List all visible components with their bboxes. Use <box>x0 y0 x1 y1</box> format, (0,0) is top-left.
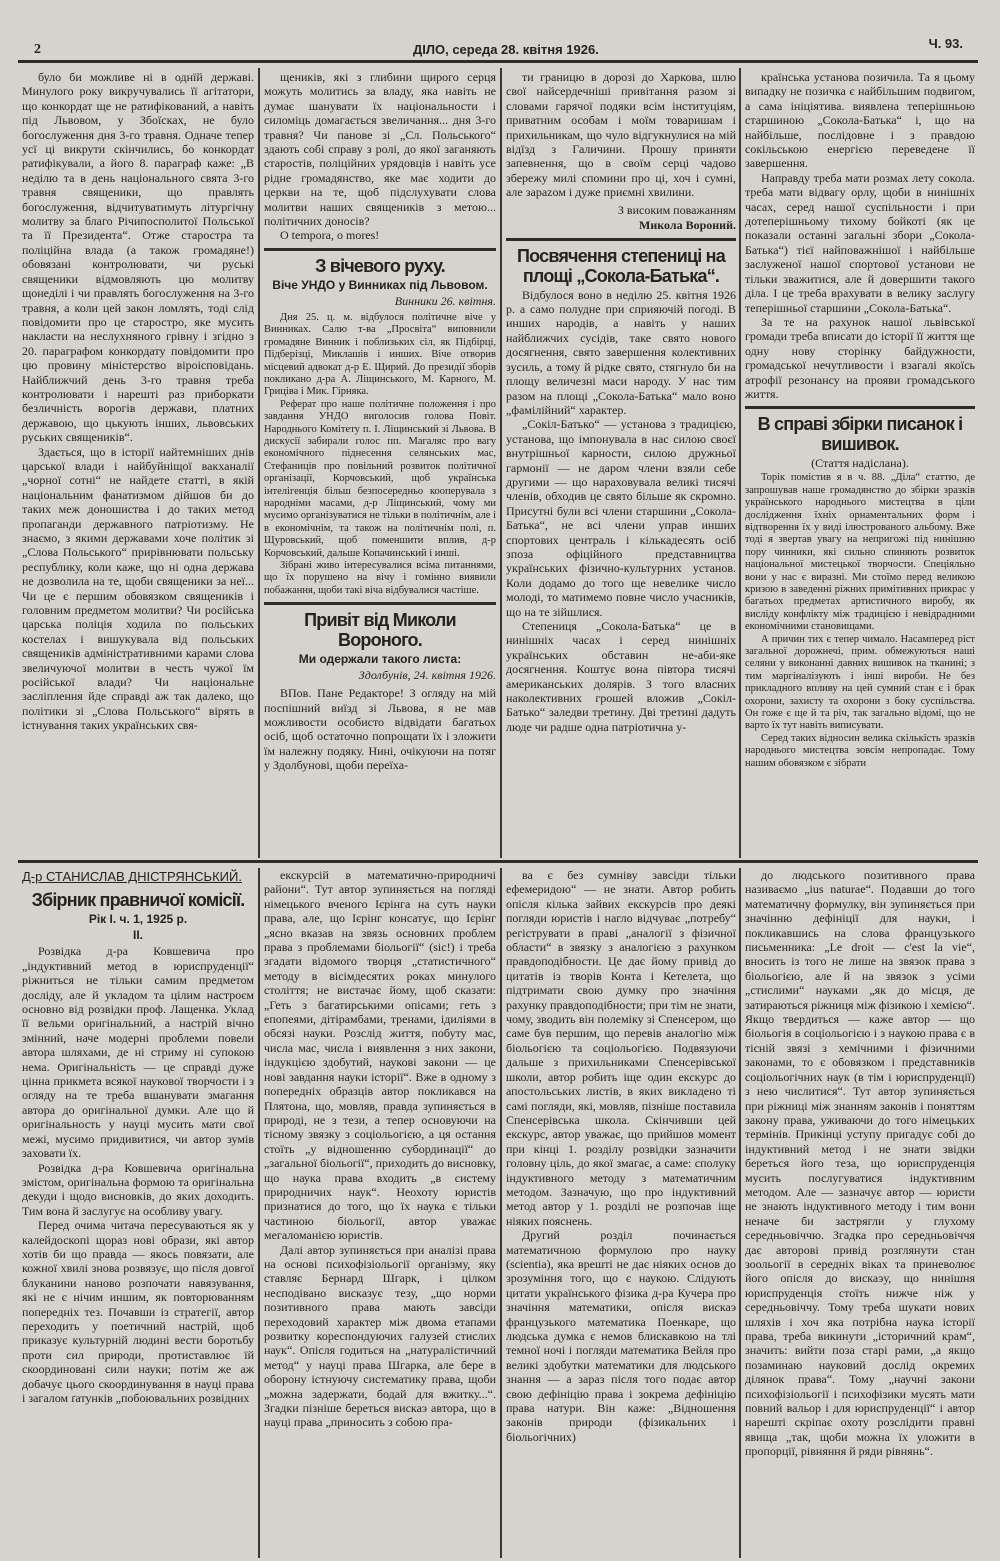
paragraph: було би можливе ні в однїй державі. Минулого року викручувались її агітатори, що конкордат ще не ратифікований, а навіть під Львовом, у Збоїсках, не було богослуження дня 3-го травня. Одначе тепер усї ці викрути скінчились, бо конкордат ратифікували, а його 8. параграф каже: „В неділю та в день національного свята 3-го травня священики, що правлять богослуження, відчитуватимуть літургічну молитву за благо Річипосполитої Польської та її Президента“. Отже старостра та поліційна влада (а також громадяне!) обовязані контролювати, чи руські священики відмовляють цю молитву щонеділі і чи правлять богослуження на 3-го травня, а коли цей закон ломлять, тоді слід повідомити про це старостро, яке мусить накласти на неслухняного грівну і згідно з 20. параграфом конкордату повідомити про цю провину міністерство віроісповідань. Найближчий день 3-го травня треба контролювати і нарешті раз приборкати безличність ворогів держави, платних державою, що цькують інших, львовських руських священиків“. <box>22 70 254 445</box>
dateline: Винники 26. квітня. <box>394 293 496 308</box>
page-header <box>18 36 978 60</box>
letter-signature: Микола Вороний. <box>639 217 736 232</box>
column-1-bottom <box>22 866 254 1556</box>
column-rule <box>258 68 260 858</box>
paragraph: Реферат про наше політичне положення і про завдання УНДО виголосив голова Повіт. Народнього Комітету п. І. Ліщинський зі Львова. В дискусії забирали голос пп. Магаляс про вагу економічного піднесення селянських мас, Стефаниців про повільний розвиток політичної організації, Корчовський, щоб українська інтелігенція більш безпосередньо кооперувала з народніми масами, д-р Ліщинський, чому ми мусимо організуватися не тільки в політичнім, але і в економічнім, та також на політичнім полі, п. Щуровський, щоб поменшити вплив, д-р Корчовський, дальше Копачинський і инші. <box>264 398 496 559</box>
page-number: 2 <box>34 42 41 57</box>
masthead: ДІЛО, середа 28. квітня 1926. <box>413 42 599 57</box>
article-body <box>745 472 975 770</box>
issue-number: Ч. 93. <box>928 36 963 51</box>
subheadline: Рік І. ч. 1, 1925 р. <box>88 912 188 927</box>
column-rule <box>500 68 502 858</box>
headline-pryvit: Привіт від Миколи Вороного. <box>304 610 456 651</box>
subheadline: Ми одержали такого листа: <box>298 652 462 667</box>
subheadline: (Стаття надіслана). <box>811 456 909 471</box>
article-continuation <box>264 70 496 243</box>
column-rule <box>258 868 260 1558</box>
column-2-bottom <box>264 868 496 1556</box>
paragraph: ва є без сумніву завсіди тільки ефемеридою“ — не знати. Автор робить опісля кілька зайвих екскурсів про деякі погляди юристів і нагло відчуває „потребу“ регіструвати в праві „аналогії з фізичної области“ в звязку з аналогією з рахунком правдоподібности. Це дає йому привід до цитатів із творів Конта і Кетелета, що підтримати свою думку про значіння рахунку правдоподібности; при тім не знати, чому, зводить він полеміку зі Спенсером, що саме був першим, що перевів аналогію між біольогією та соціольогією. Подвязуючи дальше з прихильниками Спенсерівської школи, автор робить іще один екскурс до апостольських листів, в яких викладено ті самі погляди, які, мовляв, пізніше поставила Спенсерівська школа. Скінчивши цей екскурс, автор уважає, що прийшов момент при кінці 1. розділу розвідки зазначити головну ціль, до якої змагає, а саме: сполуку індуктивного методу з математичним методом. Зазначую, що про індуктивний метод автор у 1. розділі не розпочав іще ніяких пояснень. <box>506 868 736 1228</box>
article-rule <box>264 602 496 605</box>
article-rule <box>264 248 496 251</box>
column-4-bottom <box>745 868 975 1556</box>
paragraph: Направду треба мати розмах лету сокола. треба мати відвагу орлу, щоби в нинішніх часах, серед нашої суспільности і при дотеперішньому тихому бойкоті (як це показали останні загальні збори „Сокола-Батька“) тієї найповажнішої і найбільше заслуженої нашої спортової установи не тільки зважитися, але й довершити такого діла. І це треба врахувати в велику заслугу теперішньої старшини „Сокола-Батька“. <box>745 170 975 315</box>
paragraph: Розвідка д-ра Ковшевича про „індуктивний метод в юриспруденції“ ріжниться не тільки самим предметом досліду, але й укладом та цілим настроєм основно від розвідки проф. Лащенка. Уклад її вельми оригінальний, а настрій вічно змінний, наче модерні проблеми повели автора шляхами, де ні стриму ні супокою нема. Оригінальність — це справді дуже цінна прикмета всякої наукової творчости і з огляду на те треба вшанувати змагання автора до оригінальної думки. Але що й оригінальность у науці мусить мати свої межі, мусимо придивитися, чи автор зумів заховати їх. <box>22 944 254 1161</box>
paragraph: „Сокіл-Батько“ — установа з традицією, установа, що імпонувала в нас силою своєї внутрішньої карности, силою дружньої гармонії — не даром члени взяли себе другими — що нараховувала великі тисячі членів, обходив це свято більше як скромно. Присутні були всі члени старшини „Сокола-Батька“, не всі члени управ инших спортових централь і кількадесять осіб зпоза офіційного представництва українських фізично-культурних установ. Коли додамо до того ще невелике число молоді, то матимемо повне число учасників, що на те зійшлися. <box>506 417 736 619</box>
header-rule <box>18 60 978 63</box>
paragraph: екскурсій в математично-природничі райони“. Тут автор зупиняється на погляді німецького вченого Ієрінга на суть науки права, але, що Ієрінг консатує, що Ієрінг „ясно вказав на звязь основних проблем права з проблемами біольогії“ (sic!) і треба згадати відомого творця „статистичного“ методу в вісімдесятих роках минулого століття; не вистачає йому, щоб сказати: „Геть з багатирськими опісами; геть з епопеями, дітірамбами, тренами, ідиліями в обсязі науки. Розслід життя, побуту мас, числа мас, числа і виявлення з них закони, індукцією здобутий, наукові закони — це нові завдання науки історії“. Вже в одному з попередніх образців автор покликався на Плятона, що, мовляв, правда зупиняється в природі, не з тези, а тепер основуючи на тісному звязку з соціольогією, а ця остання стоїть „у відношенню субординації“ до „загальної біольогії“, приходить до висновку, що наука права входить „в систему природничих наук“. Неохоту юристів признатися до того, що їх наука є тільки частиною біольогії, автор уважає мегаломанією юристів. <box>264 868 496 1243</box>
paragraph: Степениця „Сокола-Батька“ це в нинішніх часах і серед нинішніх українських обставин не-аби-яке досягнення. Коштує вона півтора тисячі американських долярів. З того власних наколективних грошей вложив „Сокіл-Батько“ заледви третину. Дві третині дадуть люде чи радше одна патріотична у- <box>506 619 736 734</box>
paragraph: Торік помістив я в ч. 88. „Діла“ статтю, де запрошував наше громадянство до збірки зразків українського народнього мистецтва в ціли дослідження їхніх орнаментальних форм і відтворення їх у виді ілюстрованого альбому. Вже тоді я звертав увагу на непригожі під нинішню пору чинники, які сильно спиняють розвиток національної мистецької творчости. Спеціяльно вони у нас є виразні. Ми стоїмо перед великою кризою в заведенні ріжних примітивних прикрас у багатьох предметах артистичного виробу, як висліду конфлікту між традицією і невідрадними економічними становищами. <box>745 472 975 633</box>
column-rule <box>739 68 741 858</box>
column-2-top <box>264 70 496 856</box>
article-rule <box>506 238 736 241</box>
column-3-top <box>506 70 736 856</box>
paragraph: За те на рахунок нашої львівської громади треба вписати до історії її життя ще одну нову сторінку байдужности, громадської нечутливости і взагалі якоїсь атрофії резонансу на прояви громадського життя. <box>745 314 975 401</box>
paragraph: країнська установа позичила. Та я цьому випадку не позичка є найбільшим подвигом, а сама ініціятива. виявлена теперішньою старшиною „Сокола-Батька“ і, що на найбільше, послідовне і з правдою сокільською енергією переведене її завершення. <box>745 70 975 171</box>
paragraph: ВПов. Пане Редакторе! З огляду на мій поспішний виїзд зі Львова, я не мав можливости особисто відвідати багатьох осіб, щоб остаточно попрощати їх і зложити їм належну подяку. Нині, очікуючи на потяг у Здолбунові, щоби переїха- <box>264 686 496 773</box>
paragraph: щеників, які з глибини щирого серця можуть молитись за владу, яка навіть не думає шанувати їх національности і силоміць домагається звеличання... дня 3-го травня? Чи панове зі „Сл. Польського“ здають собі справу з ролі, до якої заганяють старостів, поліційних урядовців і навіть усе рідне громадянство, яке має ходити до церкви на те, щоб підслухувати слова молитви наших священиків з метою... політичних доносів? <box>264 70 496 229</box>
dateline: Здолбунів, 24. квітня 1926. <box>358 668 496 683</box>
article-body <box>22 944 254 1405</box>
paragraph: Далі автор зупиняється при аналізі права на основі психофізіольогії організму, яку ставляє Бернард Шгарк, і цілком несподівано висказує тезу, „що норми позитивного права мають завсіди переходовий характер між двома етапами розвитку кореспондуючих галузей стислих наук“. Опісля годиться на „натуралістичний метод“ у науці права Шгарка, але бере в оборону істнуючу систематику права, щоби „можна задержати, бодай для вжитку...“. Згадки пізніше береться вискаэ автора, що в науці права „приносить з собою пра- <box>264 1242 496 1430</box>
headline-vichevyi-rukh: З вічевого руху. <box>315 255 445 276</box>
column-rule <box>500 868 502 1558</box>
paragraph: Розвідка д-ра Ковшевича оригінальна змістом, оригінальна формою та оригінальна декуди і щодо висновків, до яких доходить. Тим вона й заслугує на особливу увагу. <box>22 1160 254 1218</box>
article-body <box>264 312 496 597</box>
column-rule <box>739 868 741 1558</box>
article-rule <box>745 406 975 409</box>
letter-closing: З високим поважанням <box>617 202 736 217</box>
paragraph: Відбулося воно в неділю 25. квітня 1926 р. а само полудне при сприяючій погоді. В инших народів, а навіть у наших найближчих сусідів, таке свято нового досягнення, свято завершення колективних зусиль, а тому й рідке свято, стягнуло би на площу величезні маси народу. У нас тим разом на площі „Сокола-Батька“ мало воно „фамілійний“ характер. <box>506 287 736 417</box>
paragraph: ти границю в дорозі до Харкова, шлю свої найсердечніші привітання разом зі словами гарячої подяки всім інституціям, приватним особам і моїм товаришам і прихильникам, що чуло відгукнулися на мій відїзд з Галичини. Прошу приняти запевнення, що в своїм серці чадово збережу милі спомини про ці, хоч і сумні, але зарazом і дуже приємні хвилини. <box>506 70 736 200</box>
paragraph: Другий розділ починається математичною формулою про науку (scientia), яка врешті не дає ніяких основ до зрозуміння того, що є наукою. Слідують цитати українського фізика д-ра Кучера про значіння математики, опісля вискаэ французького математика Поенкаре, що людська думка є немов блискавкою на тлі темної ночі і погляди математика Вейля про великі здобутки математики для людського знання — а зараз після того подає автор свою дефініцію права і зокрема дефініцію права натури. Він каже: „Відношення законів природи (фізикальних і біольогічних) <box>506 1228 736 1444</box>
paragraph: А причин тих є тепер чимало. Насамперед ріст загальної дорожнечі, прим. обмежуються наші селяни у виконанні давних вишивок на тканині; з тим маргіналізують і інші вироби. Не без прикладного впливу на цей сумний стан є і брак охорони, захисту та охорони з боку суспільства. Он гоже є ще й та річ, так загально відомі, що не варто їх тут навіть виписувати. <box>745 633 975 732</box>
article-body <box>264 686 496 772</box>
paragraph: Перед очима читача пересуваються як у калейдоскопі щораз нові образи, які автор хотів би що правда — якось повязати, але кожної хвилі знова розвязує, що після довгої блуканини наново розпочати навязування, які не є нічим иншим, як повторюванням попередніх тез. Почавши із стратегії, автор переходить у поетичний настрій, щоб приказує культурній людині вести боротьбу проти сил природи, протиставлює їй скоординовані сили науки; потім же аж добачує цього скоординування в науці права і загалом ґатунків „побоювальних розвідних <box>22 1218 254 1405</box>
part-number: II. <box>132 928 143 943</box>
column-4-top <box>745 70 975 856</box>
paragraph: до людського позитивного права називаємо „ius naturae“. Подавши до того математичну формулку, він зупиняється при значінню дефініції для науки, і покликавшись на слова французького письменника: „Le droit — c'est la vie“, вносить із того не лише на звязок права з біольогією, але й на звязок з усіми „стислими“ науками „як до місця, де затираються ріжниця між фізикою і хемією“. Якщо твердиться — каже автор — що біольогія в соціольогією і з наукою права є в тісній звязі з хемічними і фізичними законами, то є обовязком і представників соціольогічних наук (в тім і юриспруденції) з нею числитися“. Тут автор зупиняється при ріжниці між знанням законів і поняттям закону права, уживаючи до того німецьких термінів. Прикінці уступу пригадує собі до індуктивний метод і не знати звідки береться його теза, що юриспруденція мусить послугуватися індуктивним методом. Але — зазначує автор — юристи не знають індуктивного методу і тим вони неначе би застрягли у глухому середньовіччю. Згадка про середньовіччя дає авторові привід розглянути стан зоольогії в середніх віках та приневолює його опісля до вискаэу, що нинішня юриспруденція стоїть нижче ніж у середньовіччу. Тому треба шукати нових шляхів і хоч яка потрібна наука історії права, треба викинути „історичний крам“, значить: вийти поза старі рами, „а якщо позаминаю науковий дослід окремих ділянок права“. Тому „научні закони психофізіольогії і психофізики мусять мати повний вальор і для юриспруденції“ і автор нарешті скріпає охоту розслідити правні явища „так, щоби можна їх уложити в пропорції, рівняння й ряди рівнянь“. <box>745 868 975 1459</box>
headline-posviachennia: Посвячення степениці на площі „Сокола-Батька“. <box>517 245 725 286</box>
paragraph: Серед таких відносин велика скількість зразків народнього мистецтва зовсім непропадає. Тому нашим обовязком є зібрати <box>745 732 975 769</box>
section-rule <box>18 860 978 863</box>
headline-zbirnyk: Збірник правничої комісії. <box>31 890 245 911</box>
paragraph: Зібрані живо інтересувалися всіма питаннями, що їх порушено на вічу і гомінно виявили побажання, щоби такі віча відбувалися частіше. <box>264 560 496 596</box>
headline-pysanky: В справі збірки писанок і вишивок. <box>757 414 963 455</box>
article-continuation <box>22 70 254 856</box>
article-body <box>506 288 736 735</box>
letter-continuation <box>506 70 736 200</box>
paragraph: Дня 25. ц. м. відбулося політичне віче у Винниках. Салю т-ва „Просвіта“ виповнили громадяне Винник і поблизьких сіл, як Підбірці, Підберізці, Миклашів і инших. Віче отворив місцевий адвокат д-р Е. Щирий. До президії зборів покликано д-ра А. Ліщинського, М. Карного, М. Гриціва і Мик. Гірняка. <box>264 311 496 398</box>
article-continuation <box>745 70 975 401</box>
paragraph: Здається, що в історії найтемніших днів царської влади і найбуйніщої вакханалії „чорної сотні“ не найдете статті, в якій національним фанатизмом дійшов би до таких меж доношиства і до таких метод пропаганди державного патріотизму. Не знаємо, з якими державами хоче політик зі „Слова Польського“ прирівнювати польську республику, коли каже, що ні одна держава не дозволила на те, щоби священики за неї... Чи це є першим обовязком священиків і головним предметом молитви? Чи російська царська поліція ходила по польських костелах і вишукувала від польських священиків адміністративними карами слова звеличуючої молитви в честь чужої їм російської влади? Чи національне засліплення йде справді аж так далеко, що політики зі „Слова Польського“ вірять в істнування таких українських свя- <box>22 444 254 733</box>
author-byline: Д-р СТАНИСЛАВ ДНІСТРЯНСЬКИЙ. <box>22 869 242 884</box>
subheadline: Віче УНДО у Винниках під Львовом. <box>272 277 488 292</box>
paragraph: О tempora, o mores! <box>280 228 380 243</box>
column-3-bottom <box>506 868 736 1556</box>
